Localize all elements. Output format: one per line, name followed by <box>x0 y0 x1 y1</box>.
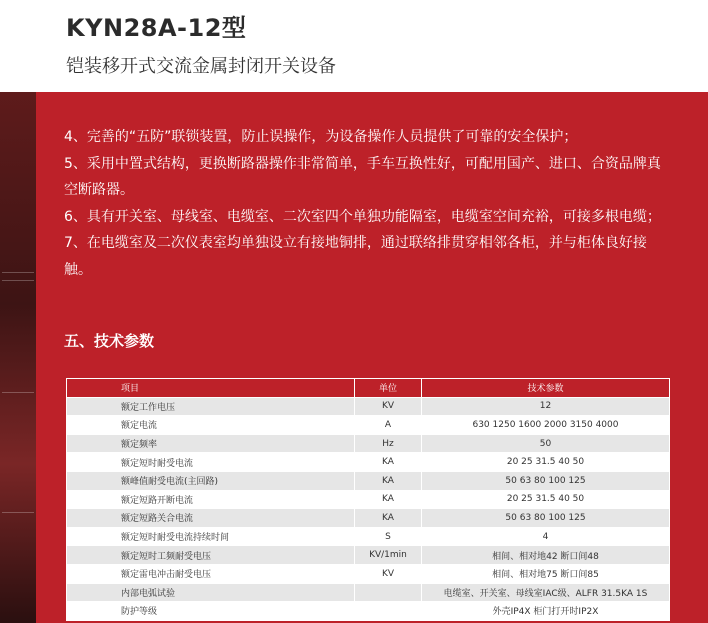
feature-item: 4、完善的“五防”联锁装置，防止误操作，为设备操作人员提供了可靠的安全保护； <box>64 129 578 145</box>
cell-item: 额定短路开断电流 <box>67 490 355 509</box>
cell-value: 50 63 80 100 125 <box>422 509 670 528</box>
feature-item: 5、采用中置式结构，更换断路器操作非常简单，手车互换性好，可配用国产、进口、合资品牌真空断路器。 <box>64 155 661 198</box>
table-header-row <box>67 379 670 398</box>
header <box>0 0 708 92</box>
cell-unit: KV <box>355 397 422 416</box>
table-row <box>67 397 670 416</box>
product-subtitle: 铠装移开式交流金属封闭开关设备 <box>66 56 336 77</box>
cell-item: 内部电弧试验 <box>67 583 355 602</box>
table-row <box>67 453 670 472</box>
cell-item: 额峰值耐受电流(主回路) <box>67 471 355 490</box>
table-row <box>67 602 670 621</box>
table-row <box>67 416 670 435</box>
cell-value: 20 25 31.5 40 50 <box>422 453 670 472</box>
cell-item: 额定雷电冲击耐受电压 <box>67 564 355 583</box>
cell-unit: KA <box>355 453 422 472</box>
cell-value: 12 <box>422 397 670 416</box>
cell-value: 相间、相对地75 断口间85 <box>422 564 670 583</box>
column-header-value: 技术参数 <box>422 379 670 398</box>
cell-item: 额定短时耐受电流 <box>67 453 355 472</box>
cell-value: 50 63 80 100 125 <box>422 471 670 490</box>
cell-unit: KV <box>355 564 422 583</box>
table-row <box>67 546 670 565</box>
cell-value: 外壳IP4X 柜门打开时IP2X <box>422 602 670 621</box>
cell-unit: KA <box>355 471 422 490</box>
product-model-title: KYN28A-12型 <box>66 14 247 42</box>
cell-item: 防护等级 <box>67 602 355 621</box>
table-row <box>67 527 670 546</box>
cell-unit: KV/1min <box>355 546 422 565</box>
cell-item: 额定频率 <box>67 434 355 453</box>
cell-item: 额定工作电压 <box>67 397 355 416</box>
table-row <box>67 490 670 509</box>
product-photo-strip <box>0 92 36 623</box>
section-title: 五、技术参数 <box>64 332 155 350</box>
table-row <box>67 564 670 583</box>
cell-item: 额定短路关合电流 <box>67 509 355 528</box>
cell-unit: KA <box>355 509 422 528</box>
cell-unit: KA <box>355 490 422 509</box>
cell-unit: Hz <box>355 434 422 453</box>
cell-value: 630 1250 1600 2000 3150 4000 <box>422 416 670 435</box>
cell-unit: S <box>355 527 422 546</box>
cell-value: 4 <box>422 527 670 546</box>
cell-value: 电缆室、开关室、母线室IAC级、ALFR 31.5KA 1S <box>422 583 670 602</box>
table-row <box>67 471 670 490</box>
table-row <box>67 583 670 602</box>
cell-unit: A <box>355 416 422 435</box>
technical-parameters-table <box>66 378 670 621</box>
column-header-item: 项目 <box>67 379 355 398</box>
column-header-unit: 单位 <box>355 379 422 398</box>
cell-item: 额定短时耐受电流持续时间 <box>67 527 355 546</box>
cell-value: 50 <box>422 434 670 453</box>
cell-unit <box>355 583 422 602</box>
feature-list <box>64 124 674 283</box>
feature-item: 6、具有开关室、母线室、电缆室、二次室四个单独功能隔室，电缆室空间充裕，可接多根电缆； <box>64 208 661 225</box>
cell-value: 相间、相对地42 断口间48 <box>422 546 670 565</box>
cell-item: 额定短时工频耐受电压 <box>67 546 355 565</box>
feature-item: 7、在电缆室及二次仪表室均单独设立有接地铜排，通过联络排贯穿相邻各柜，并与柜体良好接触。 <box>64 235 647 278</box>
table-row <box>67 509 670 528</box>
cell-value: 20 25 31.5 40 50 <box>422 490 670 509</box>
cell-item: 额定电流 <box>67 416 355 435</box>
table-row <box>67 434 670 453</box>
cell-unit <box>355 602 422 621</box>
